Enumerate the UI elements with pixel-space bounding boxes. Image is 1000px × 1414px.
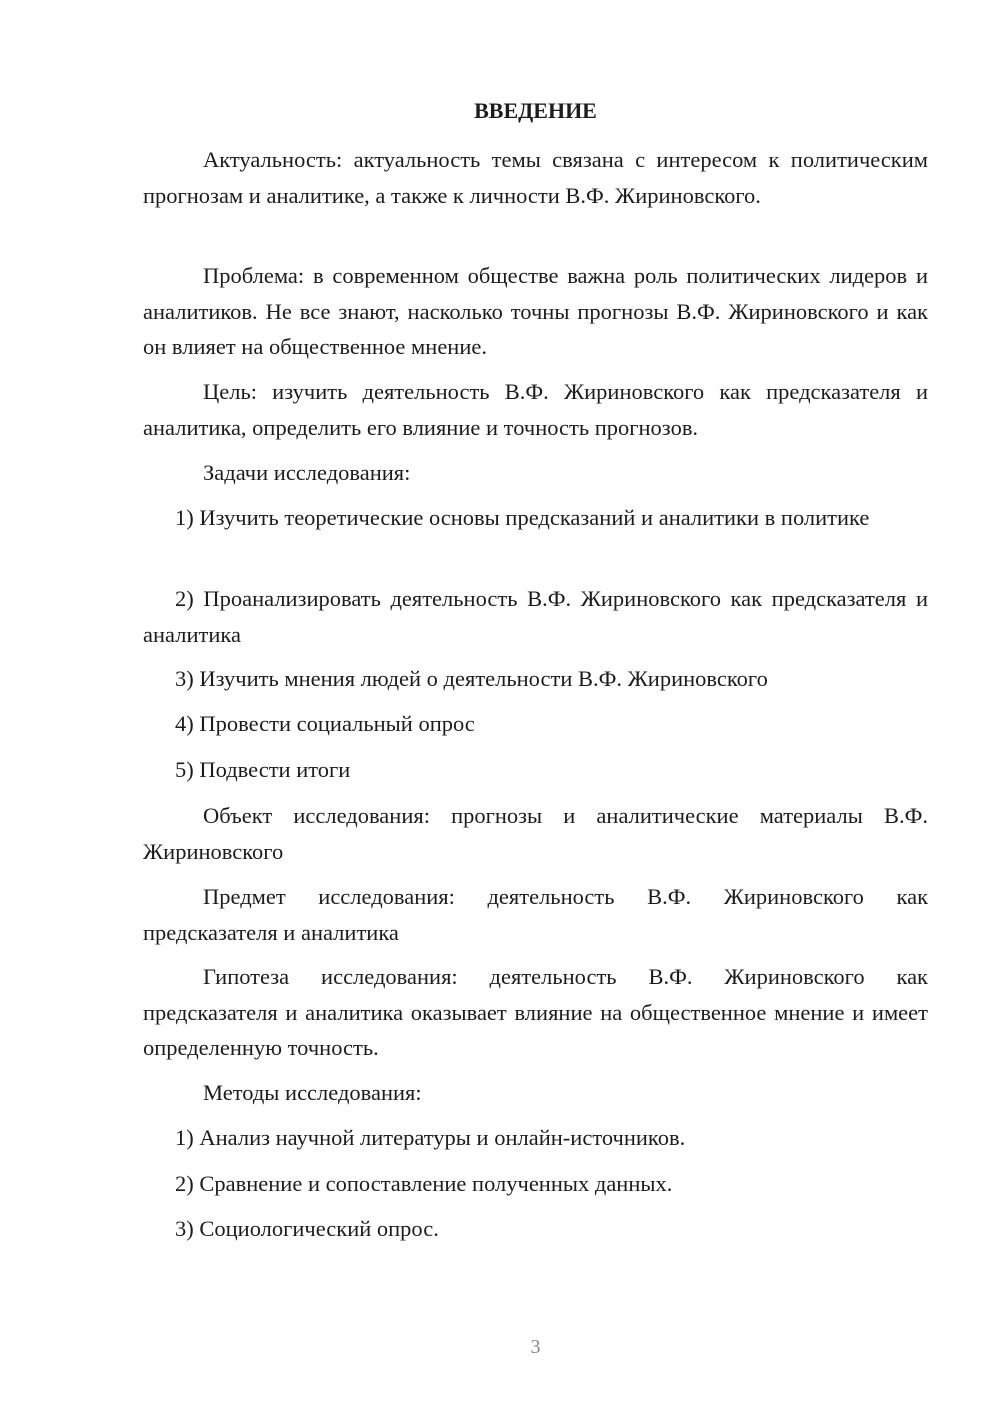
- task-item: 5) Подвести итоги: [175, 757, 351, 782]
- object-paragraph: Объект исследования: прогнозы и аналитические материалы В.Ф. Жириновского: [143, 803, 928, 864]
- methods-heading: Методы исследования:: [203, 1080, 422, 1105]
- tasks-heading: Задачи исследования:: [203, 460, 411, 485]
- method-item: 3) Социологический опрос.: [175, 1216, 439, 1241]
- task-item: 4) Провести социальный опрос: [175, 711, 475, 736]
- goal-paragraph: Цель: изучить деятельность В.Ф. Жириновского как предсказателя и аналитика, определить его влияние и точность прогнозов.: [143, 379, 928, 440]
- task-item: 2) Проанализировать деятельность В.Ф. Жириновского как предсказателя и аналитика: [143, 586, 928, 647]
- task-item: 3) Изучить мнения людей о деятельности В.Ф. Жириновского: [175, 666, 768, 691]
- subject-paragraph: Предмет исследования: деятельность В.Ф. Жириновского как предсказателя и аналитика: [143, 884, 928, 945]
- document-page: [143, 0, 928, 1414]
- hypothesis-paragraph: Гипотеза исследования: деятельность В.Ф. Жириновского как предсказателя и аналитика оказывает влияние на общественное мнение и имеет определенную точность.: [143, 964, 928, 1060]
- task-item: 1) Изучить теоретические основы предсказаний и аналитики в политике: [175, 505, 870, 530]
- page-number: 3: [530, 1336, 541, 1358]
- page-title: ВВЕДЕНИЕ: [474, 98, 597, 123]
- relevance-paragraph: Актуальность: актуальность темы связана с интересом к политическим прогнозам и аналитике, а также к личности В.Ф. Жириновского.: [143, 147, 928, 208]
- method-item: 2) Сравнение и сопоставление полученных данных.: [175, 1171, 673, 1196]
- problem-paragraph: Проблема: в современном обществе важна роль политических лидеров и аналитиков. Не все знают, насколько точны прогнозы В.Ф. Жириновского и как он влияет на общественное мнение.: [143, 263, 928, 359]
- method-item: 1) Анализ научной литературы и онлайн-источников.: [175, 1125, 686, 1150]
